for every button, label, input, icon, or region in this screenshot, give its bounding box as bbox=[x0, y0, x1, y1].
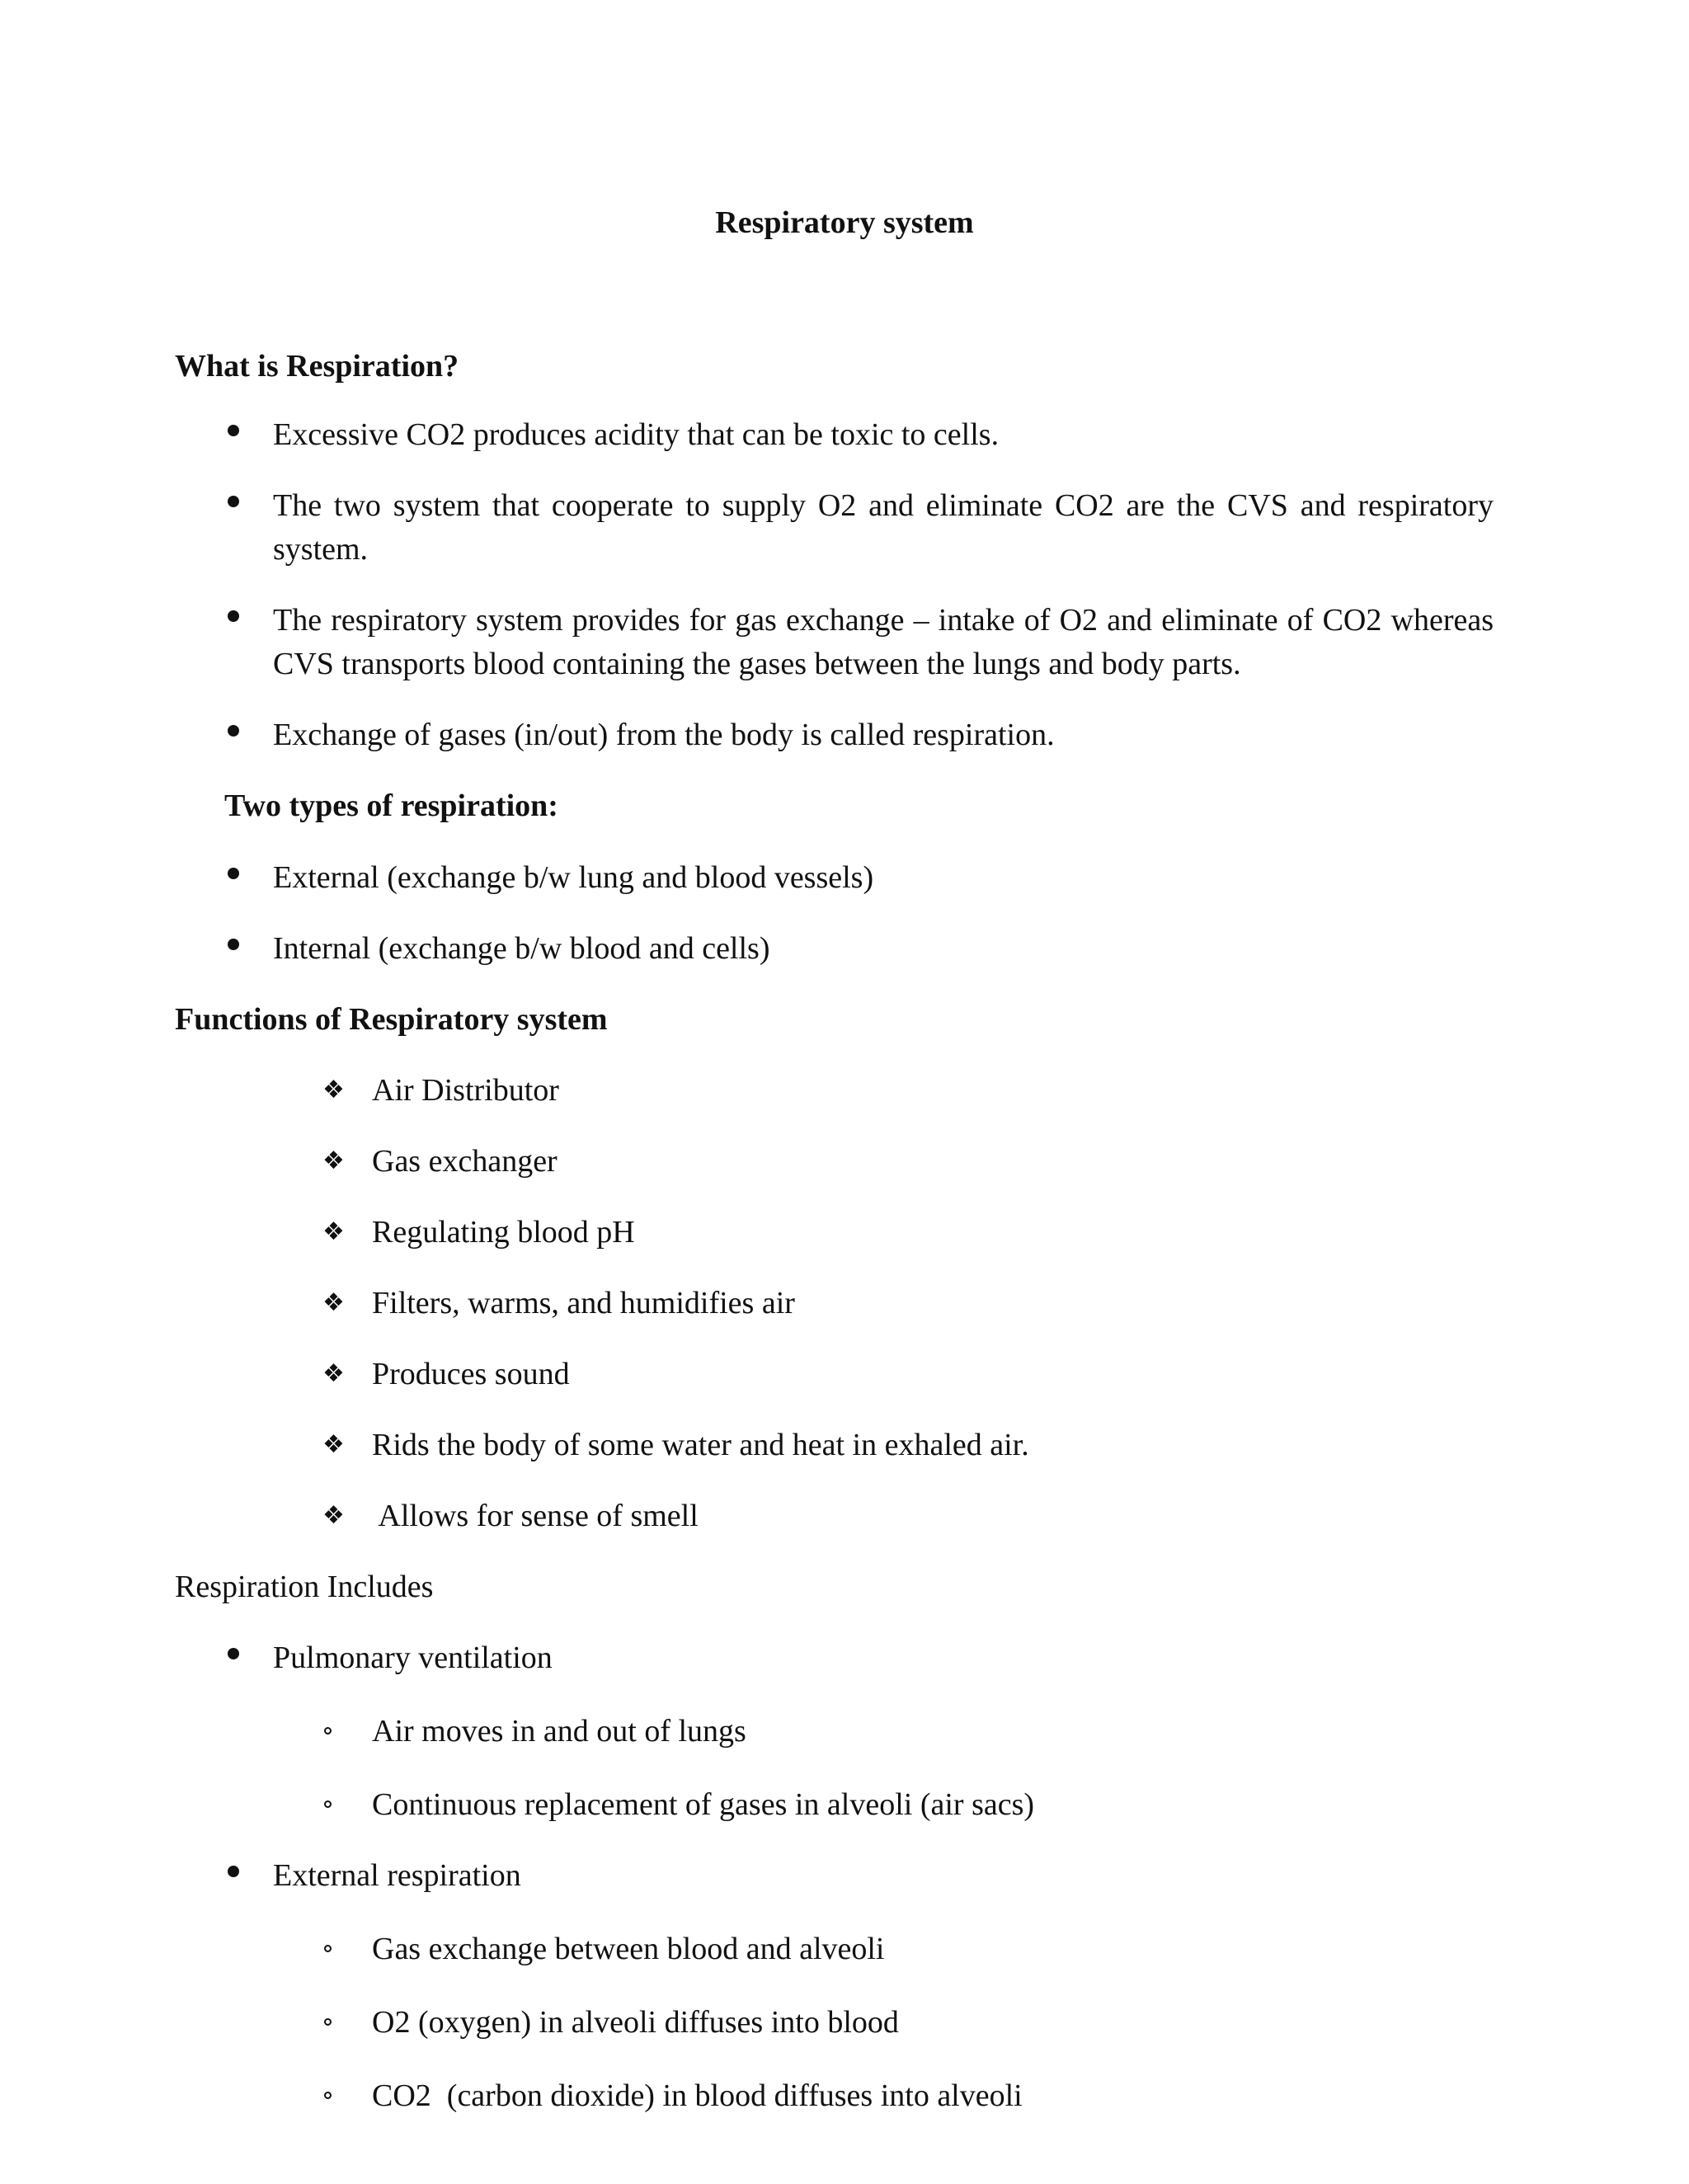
bullet-dot bbox=[228, 496, 239, 507]
list-item: Pulmonary ventilation bbox=[273, 1640, 553, 1675]
list-item: Excessive CO2 produces acidity that can be toxic to cells. bbox=[273, 417, 1000, 452]
sub-list-item: CO2 (carbon dioxide) in blood diffuses into alveoli bbox=[372, 2078, 1023, 2113]
bullet-dot bbox=[228, 610, 239, 622]
sub-bullet-circle bbox=[324, 1800, 332, 1808]
diamond-bullet-icon: ❖ bbox=[322, 1430, 345, 1459]
diamond-bullet-icon: ❖ bbox=[322, 1501, 345, 1530]
bullet-dot bbox=[228, 1866, 239, 1877]
list-item: Exchange of gases (in/out) from the body is called respiration. bbox=[273, 718, 1055, 752]
sub-list-item: Air moves in and out of lungs bbox=[372, 1714, 746, 1749]
section-heading-what-is-respiration: What is Respiration? bbox=[175, 349, 459, 384]
section-heading-two-types: Two types of respiration: bbox=[224, 788, 558, 823]
sub-bullet-circle bbox=[324, 1945, 332, 1952]
list-item: External (exchange b/w lung and blood vessels) bbox=[273, 860, 874, 895]
list-item: External respiration bbox=[273, 1858, 521, 1893]
bullet-dot bbox=[228, 725, 239, 737]
diamond-bullet-icon: ❖ bbox=[322, 1146, 345, 1175]
list-item: Air Distributor bbox=[372, 1073, 559, 1108]
list-item: The respiratory system provides for gas exchange – intake of O2 and eliminate of CO2 whereas CVS transports blood containing the gases between the lungs and body parts. bbox=[273, 603, 1494, 681]
sub-list-item: Gas exchange between blood and alveoli bbox=[372, 1932, 885, 1966]
sub-list-item: Continuous replacement of gases in alveoli (air sacs) bbox=[372, 1787, 1035, 1822]
list-item: Regulating blood pH bbox=[372, 1215, 635, 1250]
list-item: Rids the body of some water and heat in exhaled air. bbox=[372, 1428, 1029, 1462]
section-heading-respiration-includes: Respiration Includes bbox=[175, 1570, 434, 1604]
list-item: Allows for sense of smell bbox=[372, 1499, 699, 1533]
diamond-bullet-icon: ❖ bbox=[322, 1288, 345, 1317]
diamond-bullet-icon: ❖ bbox=[322, 1217, 345, 1246]
sub-bullet-circle bbox=[324, 2092, 332, 2099]
list-item: Produces sound bbox=[372, 1357, 570, 1391]
bullet-dot bbox=[228, 1648, 239, 1659]
sub-bullet-circle bbox=[324, 1727, 332, 1734]
sub-list-item: O2 (oxygen) in alveoli diffuses into blood bbox=[372, 2005, 899, 2040]
bullet-dot bbox=[228, 939, 239, 950]
diamond-bullet-icon: ❖ bbox=[322, 1359, 345, 1388]
list-item: The two system that cooperate to supply O2 and eliminate CO2 are the CVS and respiratory system. bbox=[273, 488, 1494, 567]
sub-bullet-circle bbox=[324, 2018, 332, 2026]
list-item: Gas exchanger bbox=[372, 1144, 558, 1179]
bullet-dot bbox=[228, 425, 239, 436]
list-item: Internal (exchange b/w blood and cells) bbox=[273, 931, 770, 966]
section-heading-functions: Functions of Respiratory system bbox=[175, 1002, 608, 1037]
page-title: Respiratory system bbox=[715, 205, 974, 240]
list-item: Filters, warms, and humidifies air bbox=[372, 1286, 795, 1320]
diamond-bullet-icon: ❖ bbox=[322, 1076, 345, 1104]
bullet-dot bbox=[228, 868, 239, 879]
